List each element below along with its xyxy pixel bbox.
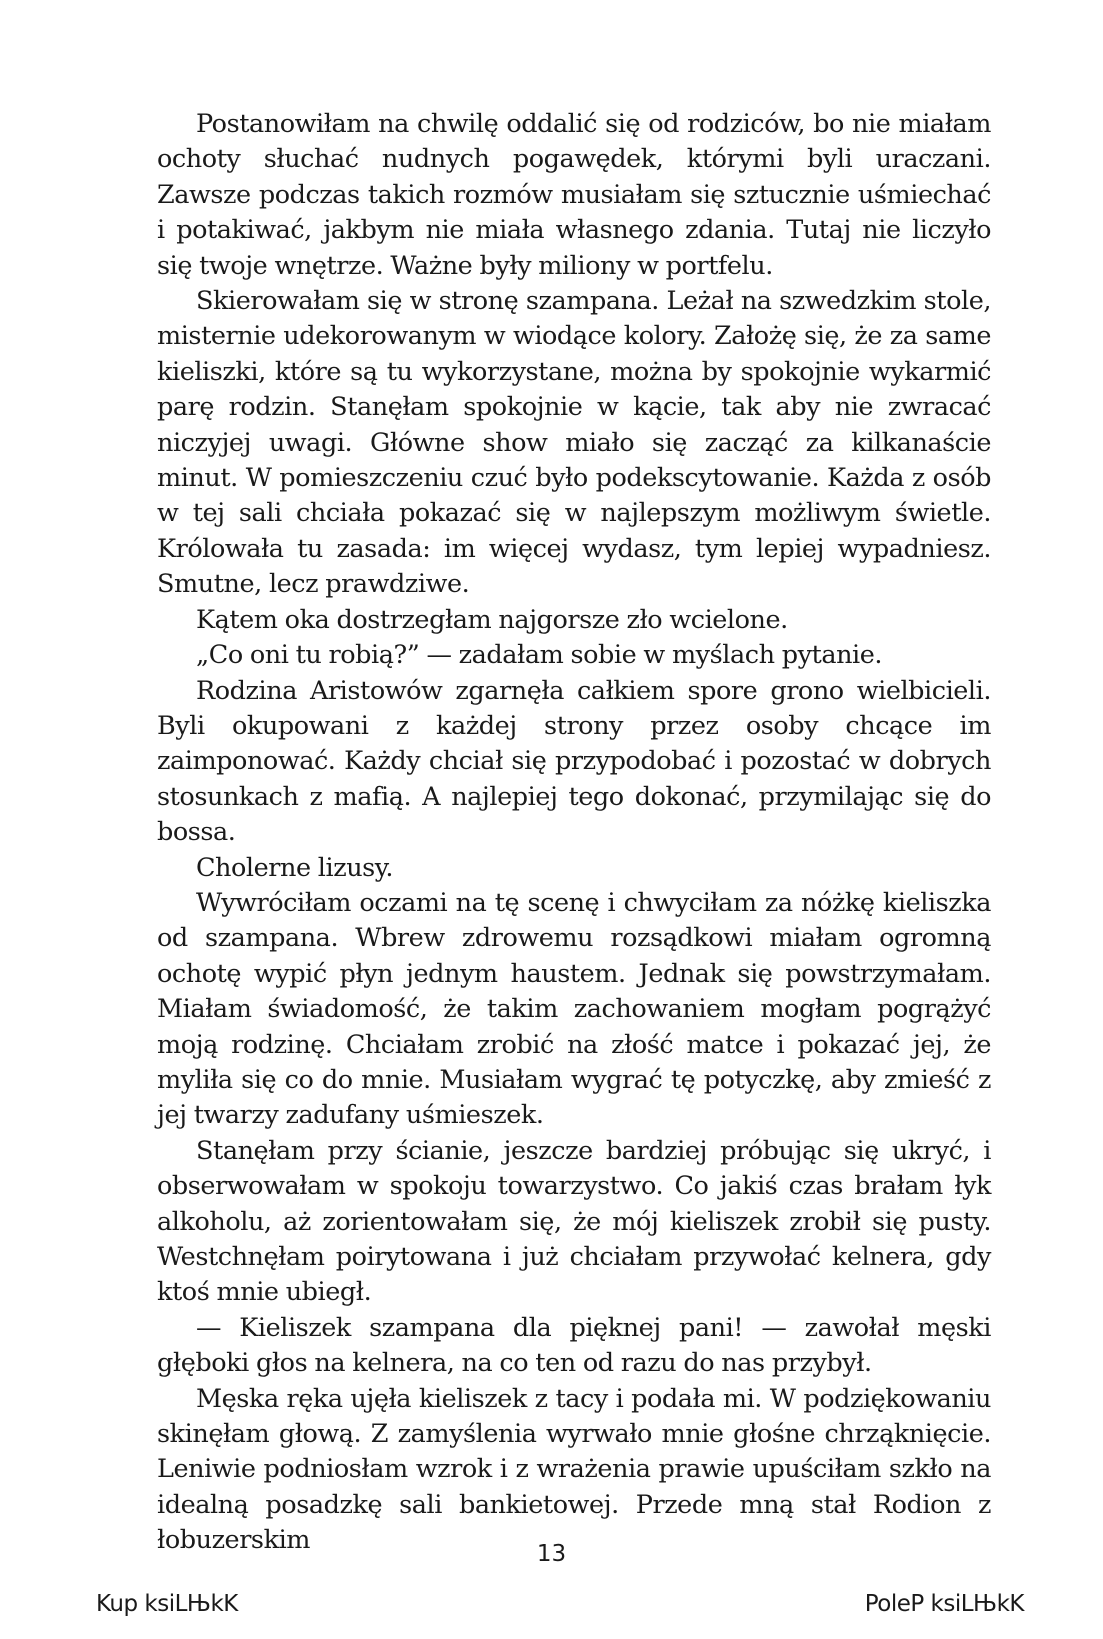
page-number: 13 bbox=[536, 1541, 567, 1567]
paragraph: Stanęłam przy ścianie, jeszcze bardziej próbując się ukryć, i obserwowałam w spokoju towarzystwo. Co jakiś czas brałam łyk alkoholu, aż zorientowałam się, że mój kieliszek zrobił się pusty. Westchnęłam poirytowana i już chciałam przywołać kelnera, gdy ktoś mnie ubiegł. bbox=[157, 1135, 991, 1308]
paragraph: Skierowałam się w stronę szampana. Leżał na szwedzkim stole, misternie udekorowanym w wiodące kolory. Założę się, że za same kieliszki, które są tu wykorzystane, można by spokojnie wykarmić parę rodzin. Stanęłam spokojnie w kącie, tak aby nie zwracać niczyjej uwagi. Główne show miało się zacząć za kilkanaście minut. W pomieszczeniu czuć było podekscytowanie. Każda z osób w tej sali chciała pokazać się w najlepszym możliwym świetle. Królowała tu zasada: im więcej wydasz, tym lepiej wypadniesz. Smutne, lecz prawdziwe. bbox=[157, 286, 991, 600]
paragraph: Wywróciłam oczami na tę scenę i chwyciłam za nóżkę kieliszka od szampana. Wbrew zdrowemu rozsądkowi miałam ogromną ochotę wypić płyn jednym haustem. Jednak się powstrzymałam. Miałam świadomość, że takim zachowaniem mogłam pogrążyć moją rodzinę. Chciałam zrobić na złość matce i pokazać jej, że myliła się co do mnie. Musiałam wygrać tę potyczkę, aby zmieść z jej twarzy zadufany uśmieszek. bbox=[157, 887, 991, 1131]
paragraph: Męska ręka ujęła kieliszek z tacy i podała mi. W podziękowaniu skinęłam głową. Z zamyślenia wyrwało mnie głośne chrząknięcie. Leniwie podniosłam wzrok i z wrażenia prawie upuściłam szkło na idealną posadzkę sali bankietowej. Przede mną stał Rodion z łobuzerskim bbox=[157, 1383, 991, 1556]
paragraph: Cholerne lizusy. bbox=[196, 852, 394, 883]
paragraph: — Kieliszek szampana dla pięknej pani! — zawołał męski głęboki głos na kelnera, na co ten od razu do nas przybył. bbox=[157, 1312, 991, 1379]
paragraph: Rodzina Aristowów zgarnęła całkiem spore grono wielbicieli. Byli okupowani z każdej strony przez osoby chcące im zaimponować. Każdy chciał się przypodobać i pozostać w dobrych stosunkach z mafią. A najlepiej tego dokonać, przymilając się do bossa. bbox=[157, 675, 991, 848]
paragraph: „Co oni tu robią?” — zadałam sobie w myślach pytanie. bbox=[196, 640, 883, 671]
buy-book-link[interactable]: Kup ksiLЊkK bbox=[96, 1591, 238, 1617]
paragraph: Postanowiłam na chwilę oddalić się od rodziców, bo nie miałam ochoty słuchać nudnych pogawędek, którymi byli uraczani. Zawsze podczas takich rozmów musiałam się sztucznie uśmiechać i potakiwać, jakbym nie miała własnego zdania. Tutaj nie liczyło się twoje wnętrze. Ważne były miliony w portfelu. bbox=[157, 109, 991, 281]
paragraph: Kątem oka dostrzegłam najgorsze zło wcielone. bbox=[196, 604, 788, 635]
recommend-book-link[interactable]: PoleP ksiLЊkK bbox=[864, 1591, 1024, 1617]
page-body-text bbox=[157, 107, 991, 1559]
